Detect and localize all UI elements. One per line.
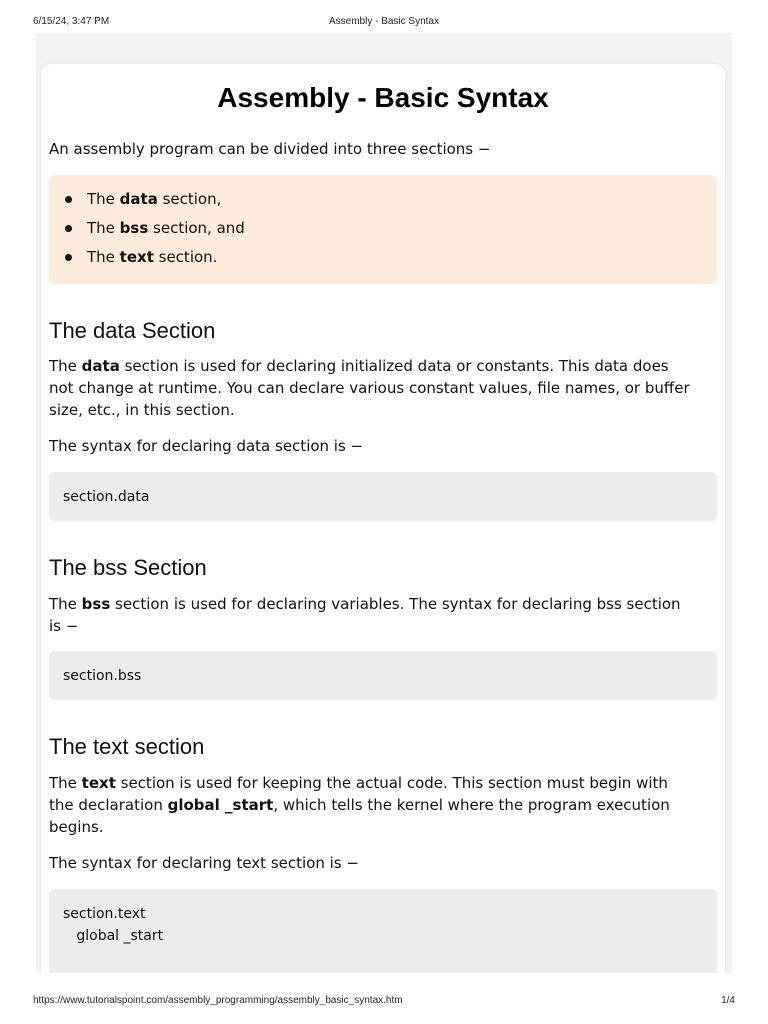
list-item: The text section. [49,246,709,275]
article-card [41,64,725,973]
page-background [36,33,732,973]
data-code-block [49,472,717,521]
print-header [0,16,768,30]
bullet-icon [65,254,72,261]
text-section-heading: The text section [49,734,205,759]
list-item: The data section, [49,188,709,217]
text-syntax-intro: The syntax for declaring text section is − [49,854,359,872]
data-section-heading: The data Section [49,318,216,343]
text-code-block [49,889,717,973]
page-number: 1/4 [721,995,735,1006]
code-text: section.bss [63,668,142,684]
bss-section-heading: The bss Section [49,555,207,580]
sections-list-box [49,175,717,284]
bullet-icon [65,196,72,203]
print-page-title: Assembly - Basic Syntax [328,16,440,27]
code-text: section.text global _start [63,906,164,944]
list-item: The bss section, and [49,217,709,246]
bullet-icon [65,225,72,232]
code-text: section.data [63,489,150,505]
sections-list [49,188,709,275]
page-title: Assembly - Basic Syntax [217,82,549,113]
print-footer [0,995,768,1009]
bss-section-paragraph: The bss section is used for declaring variables. The syntax for declaring bss section is − [49,595,681,635]
print-url: https://www.tutorialspoint.com/assembly_programming/assembly_basic_syntax.htm [33,995,403,1006]
intro-text: An assembly program can be divided into three sections − [49,140,491,158]
text-section-paragraph: The text section is used for keeping the actual code. This section must begin with the declaration global _start, which tells the kernel where the program execution begins. [49,774,670,836]
data-section-paragraph: The data section is used for declaring initialized data or constants. This data does not change at runtime. You can declare various constant values, file names, or buffer size, etc., in this section. [49,357,690,419]
bss-code-block [49,651,717,700]
data-syntax-intro: The syntax for declaring data section is − [49,437,364,455]
print-date: 6/15/24, 3:47 PM [33,16,110,27]
